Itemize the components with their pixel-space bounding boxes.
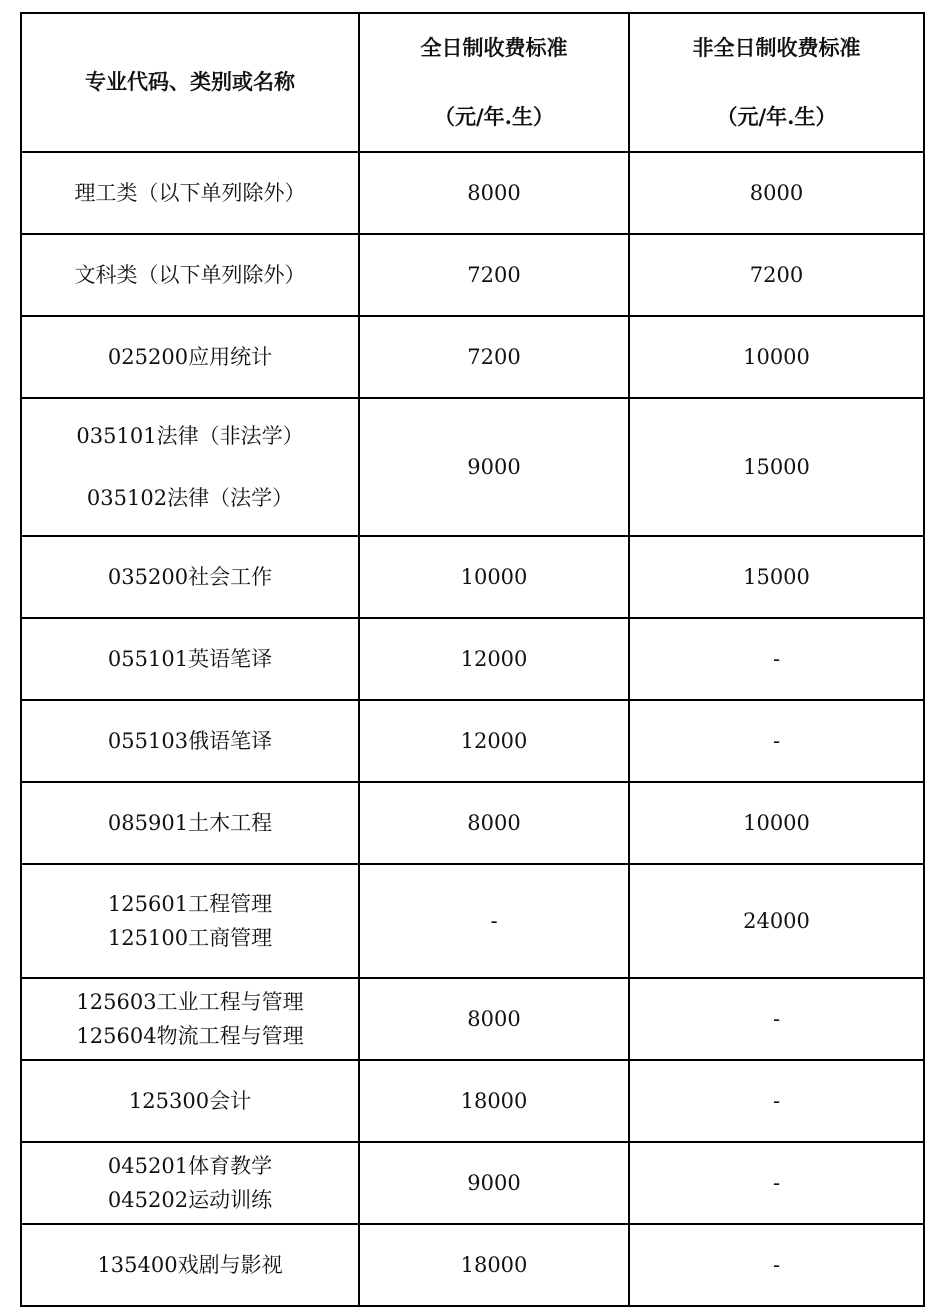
header-parttime [629, 13, 924, 152]
fulltime-fee: 8000 [467, 810, 521, 835]
table-row [21, 978, 924, 1060]
parttime-fee: 24000 [743, 908, 810, 933]
program-name: 125604物流工程与管理 [76, 1024, 304, 1048]
header-fulltime-title: 全日制收费标准 [420, 35, 568, 61]
parttime-fee: 15000 [743, 564, 810, 589]
fulltime-fee: 7200 [467, 262, 521, 287]
program-cell [21, 782, 359, 864]
fulltime-fee: 12000 [460, 728, 528, 753]
parttime-fee-cell [629, 782, 924, 864]
program-cell [21, 700, 359, 782]
program-cell [21, 978, 359, 1060]
parttime-fee: - [772, 1088, 781, 1113]
parttime-fee-cell [629, 1142, 924, 1224]
program-name: 125603工业工程与管理 [76, 989, 304, 1014]
parttime-fee-cell [629, 398, 924, 536]
fulltime-fee: 8000 [467, 180, 521, 205]
table-row [21, 700, 924, 782]
header-parttime-unit: （元/年.生） [716, 103, 837, 129]
parttime-fee: 10000 [743, 810, 810, 835]
fulltime-fee: 9000 [467, 454, 521, 479]
program-name: 055101英语笔译 [107, 646, 273, 671]
fulltime-fee-cell [359, 234, 629, 316]
header-program [21, 13, 359, 152]
program-name: 045202运动训练 [107, 1188, 273, 1212]
parttime-fee-cell [629, 1224, 924, 1306]
program-cell [21, 316, 359, 398]
parttime-fee: 7200 [749, 262, 804, 287]
fulltime-fee-cell [359, 1060, 629, 1142]
fulltime-fee-cell [359, 618, 629, 700]
program-name: 125601工程管理 [107, 891, 273, 916]
table-row [21, 1060, 924, 1142]
parttime-fee-cell [629, 618, 924, 700]
program-cell [21, 1060, 359, 1142]
header-fulltime [359, 13, 629, 152]
program-cell [21, 536, 359, 618]
parttime-fee-cell [629, 536, 924, 618]
header-fulltime-unit: （元/年.生） [434, 103, 554, 129]
program-name: 055103俄语笔译 [107, 728, 273, 753]
fulltime-fee: 18000 [460, 1088, 528, 1113]
table-row [21, 398, 924, 536]
fulltime-fee: 7200 [467, 344, 521, 369]
program-name: 035102法律（法学） [86, 486, 294, 510]
table-row [21, 1142, 924, 1224]
fulltime-fee-cell [359, 978, 629, 1060]
parttime-fee: - [772, 1252, 781, 1277]
program-name: 085901土木工程 [107, 810, 273, 835]
fulltime-fee: 9000 [467, 1170, 521, 1195]
parttime-fee-cell [629, 316, 924, 398]
fulltime-fee-cell [359, 152, 629, 234]
program-name: 文科类（以下单列除外） [74, 262, 306, 287]
parttime-fee: 10000 [743, 344, 810, 369]
program-name: 025200应用统计 [107, 344, 273, 369]
fulltime-fee-cell [359, 536, 629, 618]
program-name: 135400戏剧与影视 [97, 1252, 283, 1277]
parttime-fee: 8000 [749, 180, 804, 205]
fulltime-fee-cell [359, 1224, 629, 1306]
header-parttime-title: 非全日制收费标准 [692, 35, 861, 61]
tuition-fee-table [20, 12, 925, 1307]
program-cell [21, 1142, 359, 1224]
fulltime-fee: 18000 [460, 1252, 528, 1277]
fulltime-fee: 10000 [460, 564, 528, 589]
table-row [21, 536, 924, 618]
fulltime-fee-cell [359, 1142, 629, 1224]
program-cell [21, 234, 359, 316]
program-name: 035200社会工作 [107, 564, 273, 589]
fulltime-fee: 12000 [460, 646, 528, 671]
program-name: 125100工商管理 [107, 926, 273, 950]
table-row [21, 782, 924, 864]
program-cell [21, 864, 359, 978]
program-name: 125300会计 [128, 1088, 252, 1113]
program-cell [21, 398, 359, 536]
parttime-fee-cell [629, 700, 924, 782]
parttime-fee: - [772, 728, 781, 753]
fulltime-fee-cell [359, 398, 629, 536]
program-cell [21, 152, 359, 234]
parttime-fee-cell [629, 234, 924, 316]
table-row [21, 152, 924, 234]
program-name: 理工类（以下单列除外） [74, 180, 306, 205]
parttime-fee: - [772, 1006, 781, 1031]
program-name: 045201体育教学 [107, 1153, 273, 1178]
parttime-fee-cell [629, 864, 924, 978]
parttime-fee: 15000 [743, 454, 810, 479]
parttime-fee: - [772, 1170, 781, 1195]
fulltime-fee-cell [359, 316, 629, 398]
table-row [21, 1224, 924, 1306]
table-row [21, 618, 924, 700]
table-row [21, 316, 924, 398]
program-cell [21, 1224, 359, 1306]
parttime-fee-cell [629, 978, 924, 1060]
parttime-fee-cell [629, 1060, 924, 1142]
program-cell [21, 618, 359, 700]
header-row [21, 13, 924, 152]
fulltime-fee: 8000 [467, 1006, 521, 1031]
parttime-fee: - [772, 646, 781, 671]
program-name: 035101法律（非法学） [76, 423, 304, 448]
fulltime-fee-cell [359, 782, 629, 864]
table-row [21, 864, 924, 978]
fulltime-fee: - [490, 908, 498, 933]
fulltime-fee-cell [359, 864, 629, 978]
parttime-fee-cell [629, 152, 924, 234]
fulltime-fee-cell [359, 700, 629, 782]
header-program-label: 专业代码、类别或名称 [85, 69, 295, 95]
table-row [21, 234, 924, 316]
